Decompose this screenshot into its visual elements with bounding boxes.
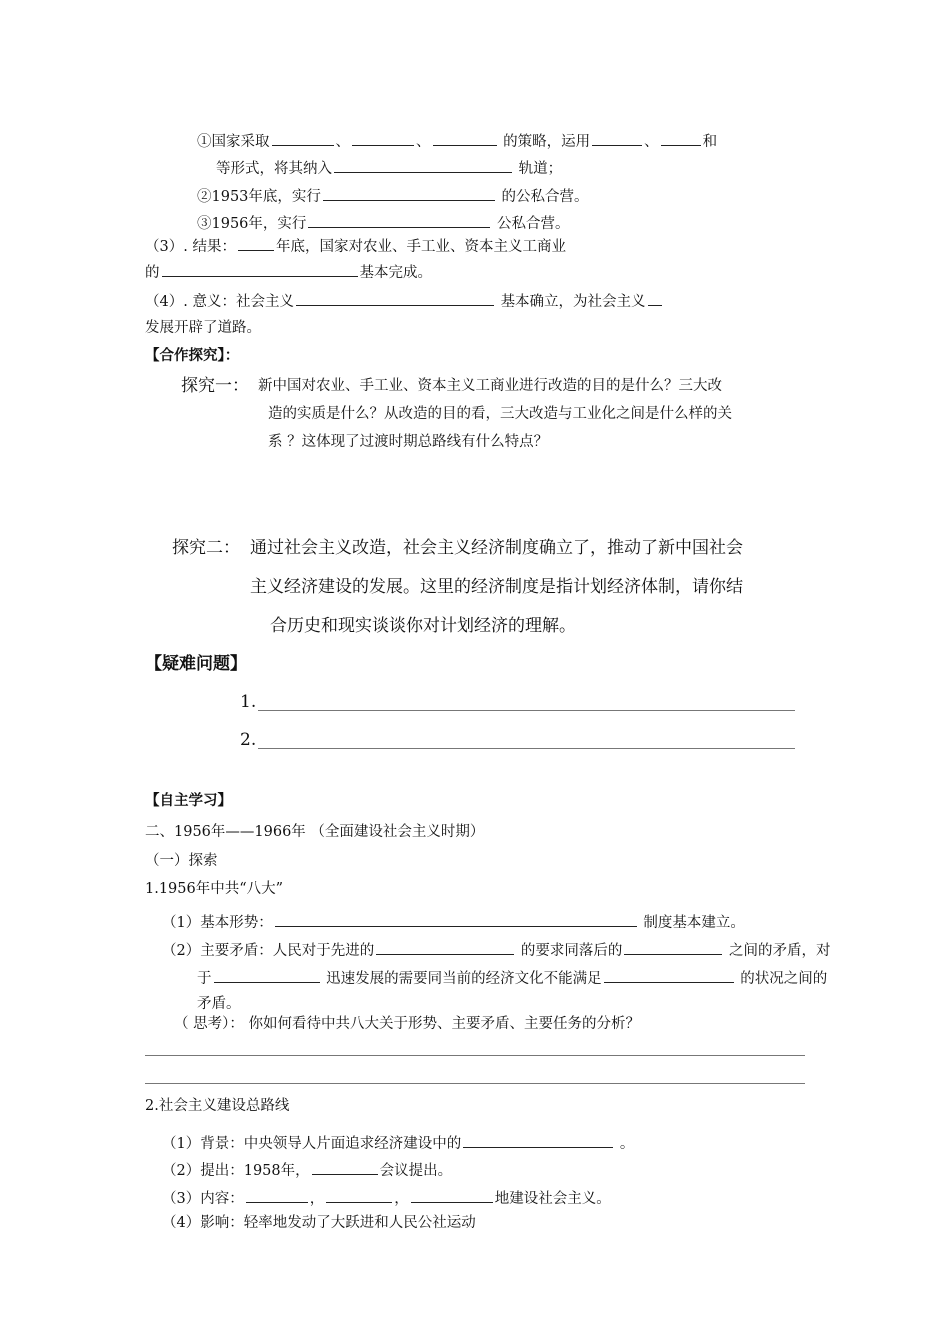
inquiry1-line3: 系 ？这体现了过渡时期总路线有什么特点？	[268, 434, 549, 450]
point1-item1: （1）基本形势： 制度基本建立。	[162, 912, 745, 933]
inquiry2-line2: 主义经济建设的发展。这里的经济制度是指计划经济体制，请你结	[250, 577, 743, 597]
blank[interactable]	[624, 940, 722, 955]
blank[interactable]	[376, 940, 514, 955]
subsection-title: （一）探索	[145, 853, 218, 869]
blank[interactable]	[433, 131, 497, 146]
point2-item1: （1）背景：中央领导人片面追求经济建设中的 。	[162, 1133, 634, 1154]
result-line1: （3）. 结果： 年底，国家对农业、手工业、资本主义工商业	[145, 236, 566, 257]
inquiry1-line2: 造的实质是什么？从改造的目的看，三大改造与工业化之间是什么样的关	[268, 406, 732, 422]
blank[interactable]	[352, 131, 414, 146]
blank[interactable]	[648, 291, 662, 306]
period-title: 二、1956年——1966年 （全面建设社会主义时期）	[145, 824, 485, 840]
blank[interactable]	[592, 131, 642, 146]
item1-line2: 等形式，将其纳入 轨道；	[216, 158, 562, 179]
blank[interactable]	[275, 912, 637, 927]
point1-title: 1.1956年中共“八大”	[145, 881, 284, 897]
inquiry2-line3: 合历史和现实谈谈你对计划经济的理解。	[270, 616, 576, 636]
blank[interactable]	[312, 1160, 378, 1175]
answer-line[interactable]	[145, 1083, 805, 1084]
result-line2: 的 基本完成。	[145, 262, 432, 283]
think-question: （ 思考）： 你如何看待中共八大关于形势、主要矛盾、主要任务的分析？	[174, 1016, 640, 1032]
blank[interactable]	[296, 291, 494, 306]
blank[interactable]	[334, 158, 512, 173]
item3: ③1956年，实行 公私合营。	[197, 213, 570, 234]
blank[interactable]	[661, 131, 701, 146]
inquiry2-line1: 通过社会主义改造，社会主义经济制度确立了，推动了新中国社会	[250, 538, 743, 558]
blank[interactable]	[238, 236, 274, 251]
inquiry1-label: 探究一：	[181, 376, 249, 396]
blank[interactable]	[323, 186, 495, 201]
point2-item2: （2）提出：1958年， 会议提出。	[162, 1160, 452, 1181]
blank[interactable]	[411, 1188, 493, 1203]
blank[interactable]	[463, 1133, 613, 1148]
inquiry1-line1: 新中国对农业、手工业、资本主义工商业进行改造的目的是什么？三大改	[258, 378, 722, 394]
coop-heading: 【合作探究】：	[145, 347, 240, 364]
blank[interactable]	[308, 213, 490, 228]
item2: ②1953年底，实行 的公私合营。	[197, 186, 589, 207]
item1-line1: ①国家采取 、 、 的策略，运用 、 和	[197, 131, 717, 152]
blank[interactable]	[162, 262, 358, 277]
doubt-1-number: 1.	[240, 692, 257, 712]
point2-item3: （3）内容： ， ， 地建设社会主义。	[162, 1188, 611, 1209]
point2-title: 2.社会主义建设总路线	[145, 1098, 290, 1114]
clipped-text-line: （4）影响：轻率地发动了大跃进和人民公社运动	[162, 1215, 476, 1231]
blank[interactable]	[604, 968, 734, 983]
blank[interactable]	[326, 1188, 392, 1203]
doubt-1-answer-line[interactable]	[258, 710, 795, 711]
point1-item2-line1: （2）主要矛盾：人民对于先进的 的要求同落后的 之间的矛盾，对	[162, 940, 830, 961]
point1-item2-line2: 于 迅速发展的需要同当前的经济文化不能满足 的状况之间的	[197, 968, 827, 989]
doubt-2-answer-line[interactable]	[258, 748, 795, 749]
study-heading: 【自主学习】	[145, 792, 232, 809]
meaning-line2: 发展开辟了道路。	[145, 320, 261, 336]
clipped-text-line: 矛盾。	[197, 996, 241, 1012]
blank[interactable]	[246, 1188, 308, 1203]
doubts-heading: 【疑难问题】	[145, 654, 247, 674]
answer-line[interactable]	[145, 1055, 805, 1056]
doubt-2-number: 2.	[240, 730, 257, 750]
blank[interactable]	[214, 968, 320, 983]
blank[interactable]	[272, 131, 334, 146]
inquiry2-label: 探究二：	[172, 538, 240, 558]
meaning-line1: （4）. 意义：社会主义 基本确立，为社会主义	[145, 291, 664, 312]
